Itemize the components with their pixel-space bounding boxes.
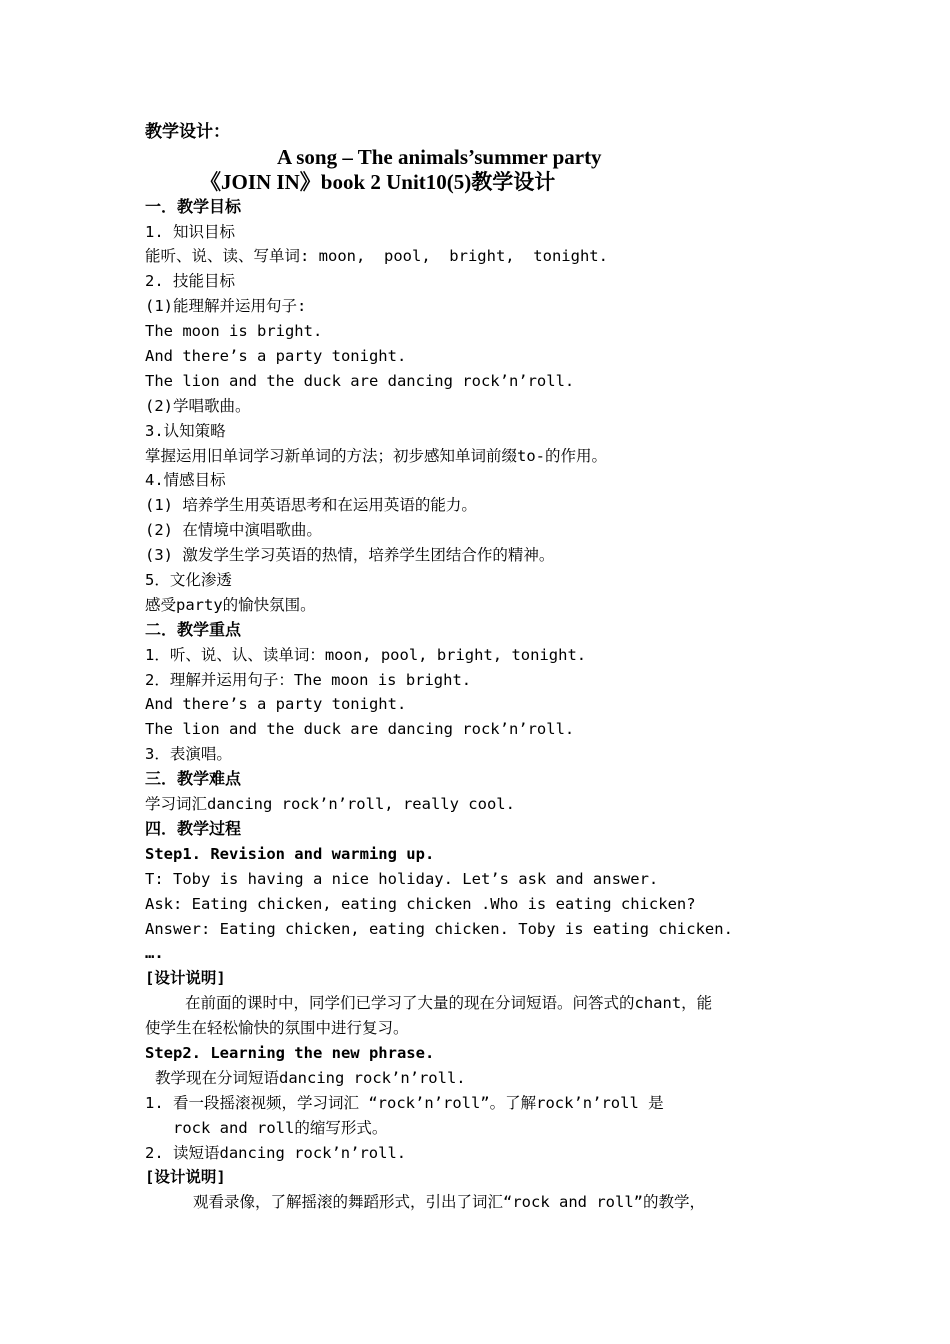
text-line: 3．表演唱。 bbox=[145, 745, 232, 764]
ellipsis-line: …. bbox=[145, 944, 164, 963]
subheading: 3.认知策略 bbox=[145, 421, 226, 440]
section-heading: 二．教学重点 bbox=[145, 619, 242, 639]
subheading: 4.情感目标 bbox=[145, 471, 226, 490]
text-line: Ask: Eating chicken, eating chicken .Who is eating chicken? bbox=[145, 894, 696, 913]
text-line: 教学现在分词短语dancing rock’n’roll. bbox=[155, 1068, 466, 1087]
text-line: 观看录像，了解摇滚的舞蹈形式，引出了词汇“rock and roll”的教学， bbox=[193, 1193, 705, 1212]
text-line: 2．理解并运用句子：The moon is bright. bbox=[145, 670, 472, 689]
text-line: (1) 培养学生用英语思考和在运用英语的能力。 bbox=[145, 496, 477, 515]
text-line: 1．听、说、认、读单词：moon, pool, bright, tonight. bbox=[145, 645, 587, 664]
section-heading: 一．教学目标 bbox=[145, 196, 242, 216]
subheading: 2. 技能目标 bbox=[145, 272, 235, 291]
subheading: 1. 知识目标 bbox=[145, 222, 235, 241]
text-line: And there’s a party tonight. bbox=[145, 695, 407, 714]
subheading: 5．文化渗透 bbox=[145, 571, 232, 590]
text-line: Answer: Eating chicken, eating chicken. Toby is eating chicken. bbox=[145, 919, 733, 938]
text-line: 2. 读短语dancing rock’n’roll. bbox=[145, 1143, 407, 1162]
section-heading: 三．教学难点 bbox=[145, 769, 242, 789]
text-line: The lion and the duck are dancing rock’n’roll. bbox=[145, 371, 575, 390]
text-line: The lion and the duck are dancing rock’n’roll. bbox=[145, 720, 575, 739]
text-line: rock and roll的缩写形式。 bbox=[173, 1118, 388, 1137]
text-line: 掌握运用旧单词学习新单词的方法；初步感知单词前缀to-的作用。 bbox=[145, 446, 607, 465]
text-line: T: Toby is having a nice holiday. Let’s ask and answer. bbox=[145, 869, 659, 888]
document-page bbox=[145, 120, 810, 1215]
text-line: 在前面的课时中，同学们已学习了大量的现在分词短语。问答式的chant，能 bbox=[185, 994, 713, 1013]
text-line: 学习词汇dancing rock’n’roll, really cool. bbox=[145, 795, 515, 814]
design-note-heading: [设计说明] bbox=[145, 1168, 226, 1187]
text-line: 1. 看一段摇滚视频，学习词汇 “rock’n’roll”。了解rock’n’roll 是 bbox=[145, 1093, 664, 1112]
step-heading: Step1. Revision and warming up. bbox=[145, 844, 435, 863]
text-line: 能听、说、读、写单词: moon, pool, bright, tonight. bbox=[145, 247, 608, 266]
section-heading: 四．教学过程 bbox=[145, 818, 242, 838]
text-line: 感受party的愉快氛围。 bbox=[145, 595, 316, 614]
text-line: The moon is bright. bbox=[145, 322, 323, 341]
doc-title: A song – The animals’summer party bbox=[277, 144, 602, 169]
design-note-heading: [设计说明] bbox=[145, 969, 226, 988]
doc-subtitle: 《JOIN IN》book 2 Unit10(5)教学设计 bbox=[200, 169, 556, 194]
text-line: (3) 激发学生学习英语的热情，培养学生团结合作的精神。 bbox=[145, 546, 555, 565]
text-line: And there’s a party tonight. bbox=[145, 347, 407, 366]
text-line: (1)能理解并运用句子: bbox=[145, 297, 307, 316]
text-line: (2)学唱歌曲。 bbox=[145, 396, 251, 415]
doc-label: 教学设计： bbox=[145, 122, 230, 142]
step-heading: Step2. Learning the new phrase. bbox=[145, 1043, 435, 1062]
text-line: (2) 在情境中演唱歌曲。 bbox=[145, 521, 322, 540]
text-line: 使学生在轻松愉快的氛围中进行复习。 bbox=[145, 1019, 409, 1038]
